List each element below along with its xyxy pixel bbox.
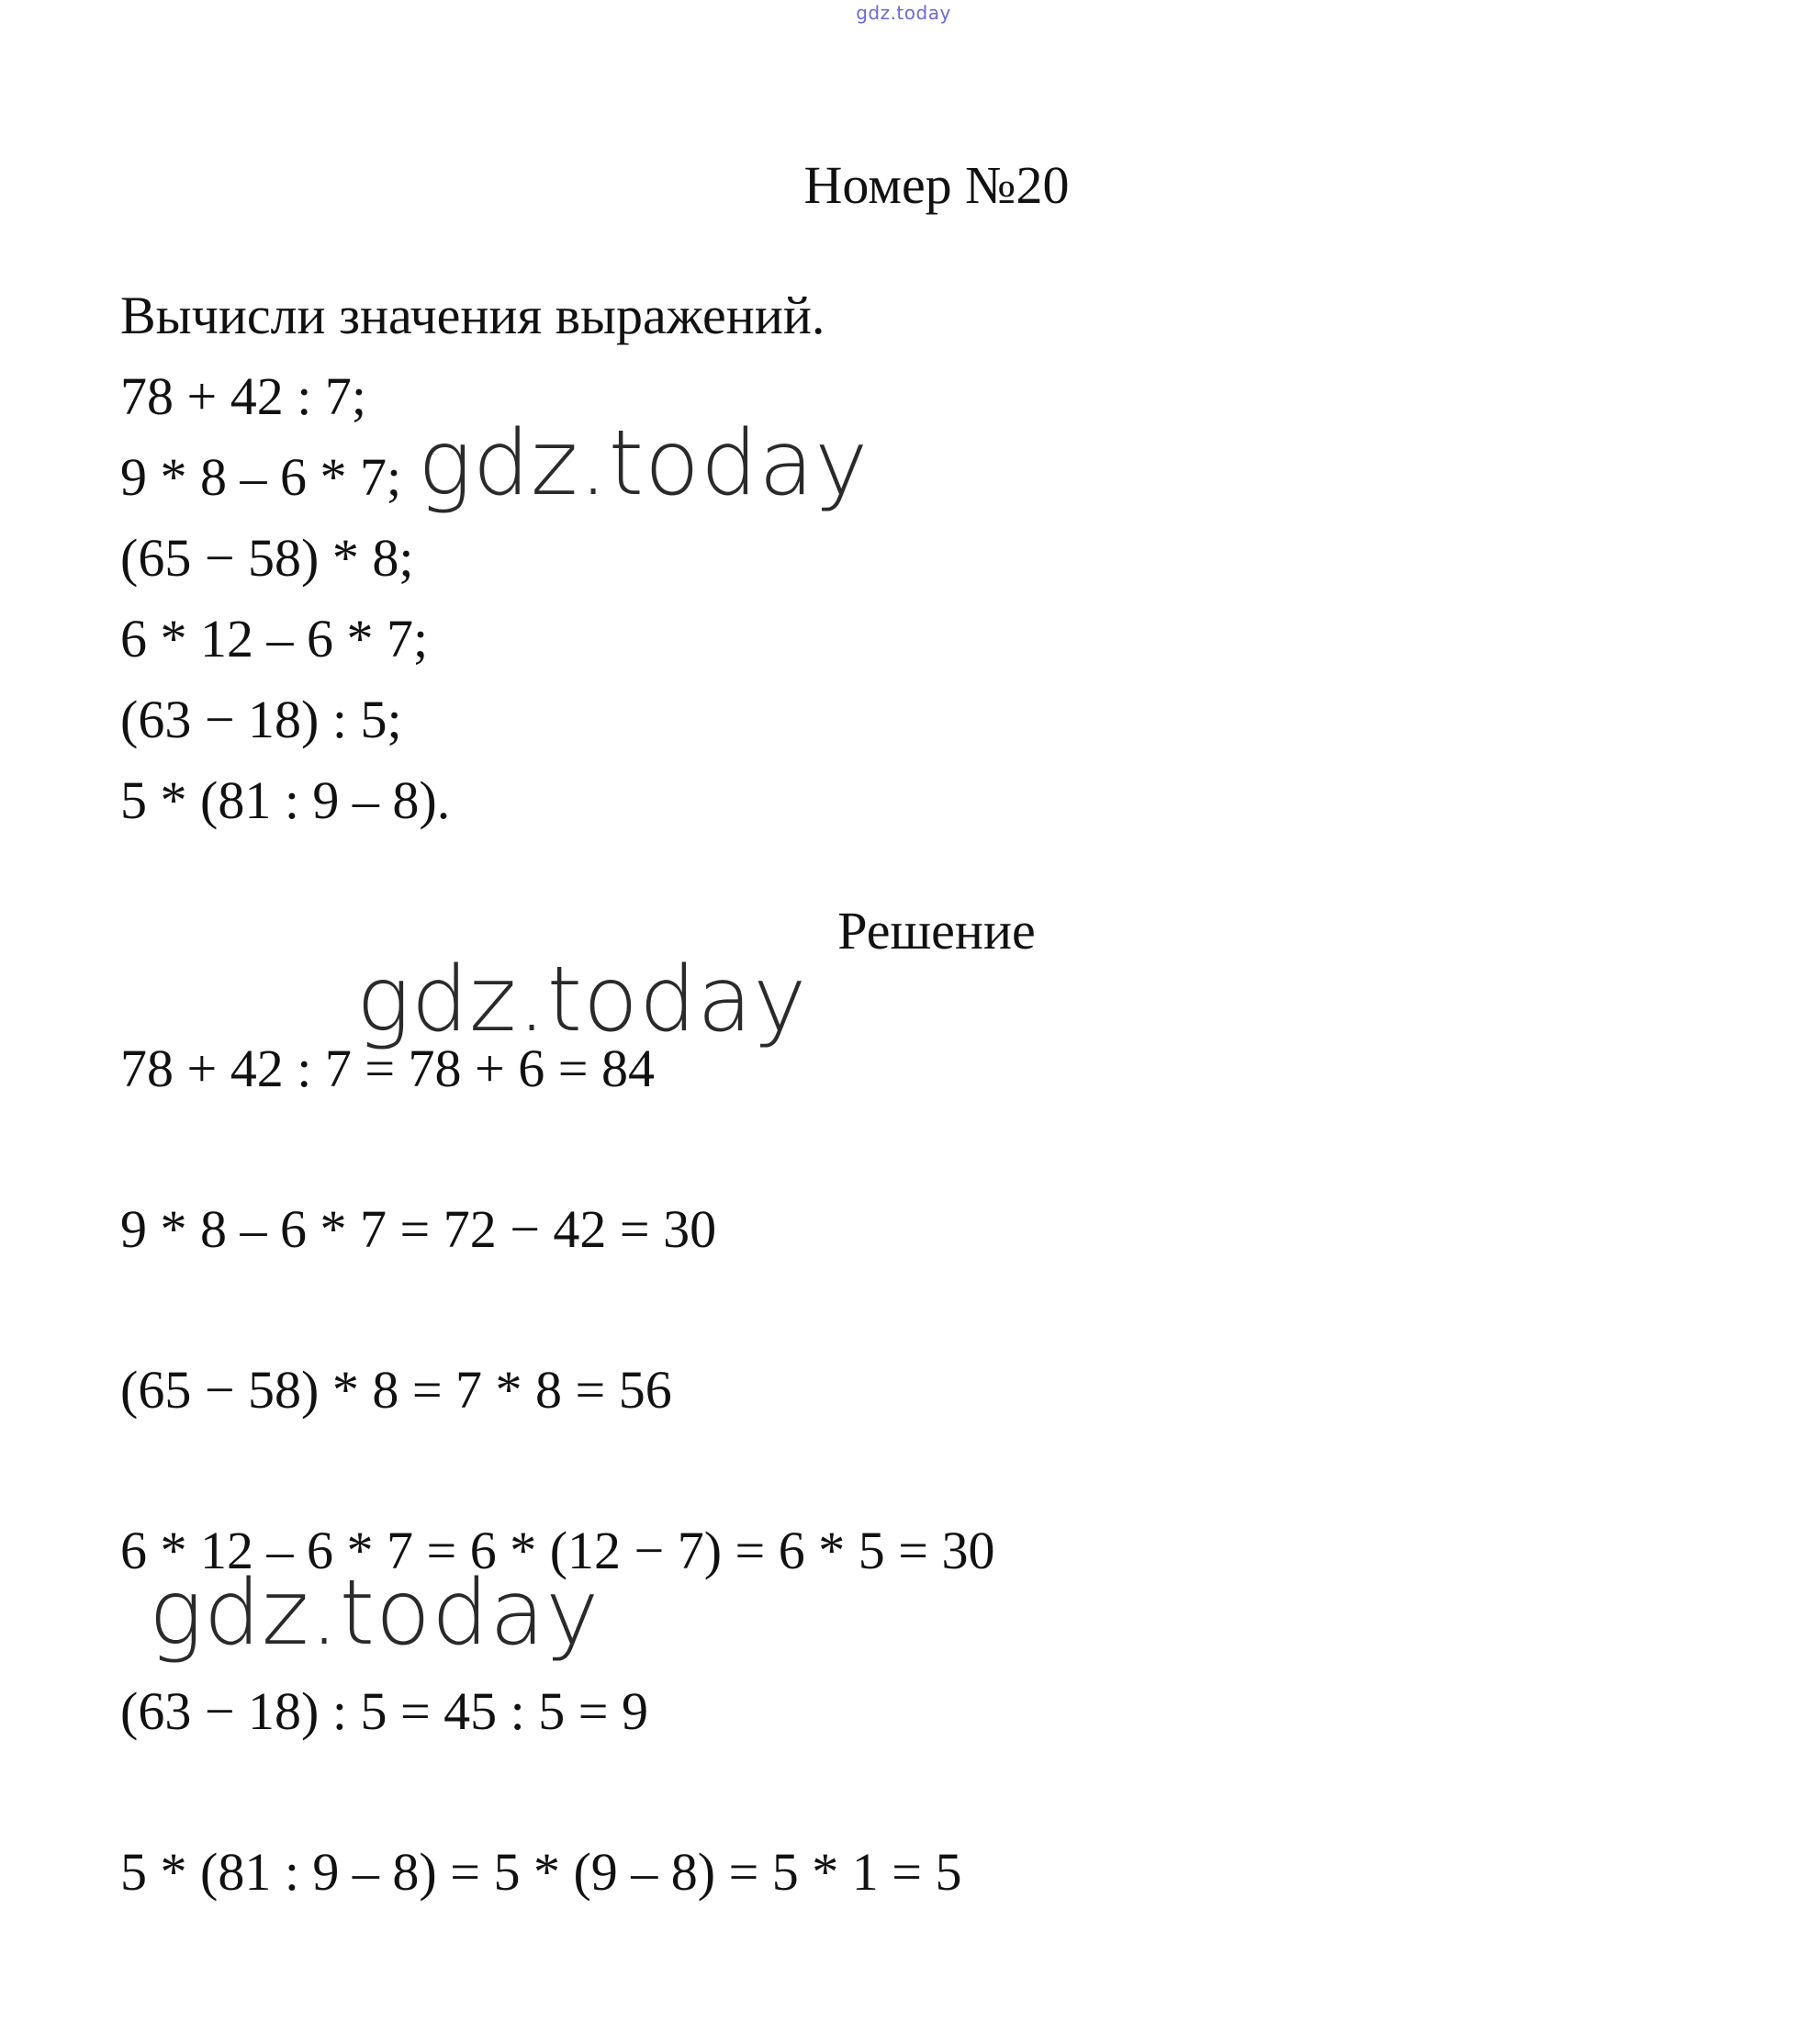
solution-line: 9 * 8 – 6 * 7 = 72 − 42 = 30 bbox=[120, 1199, 717, 1259]
task-expression: 78 + 42 : 7; bbox=[120, 366, 366, 426]
page-title: Номер №20 bbox=[803, 155, 1070, 215]
task-instruction: Вычисли значения выражений. bbox=[120, 286, 825, 345]
watermark: gdz.today bbox=[418, 411, 870, 516]
task-expression: 9 * 8 – 6 * 7; bbox=[120, 447, 402, 507]
task-expression: (65 − 58) * 8; bbox=[120, 528, 414, 588]
solution-line: 5 * (81 : 9 – 8) = 5 * (9 – 8) = 5 * 1 = 5 bbox=[120, 1842, 962, 1902]
watermark: gdz.today bbox=[149, 1561, 600, 1666]
task-expression: 6 * 12 – 6 * 7; bbox=[120, 609, 429, 668]
watermark: gdz.today bbox=[356, 948, 808, 1052]
solution-heading: Решение bbox=[837, 901, 1036, 960]
solution-line: 6 * 12 – 6 * 7 = 6 * (12 − 7) = 6 * 5 = 30 bbox=[120, 1521, 995, 1580]
solution-line: 78 + 42 : 7 = 78 + 6 = 84 bbox=[120, 1039, 655, 1098]
solution-line: (63 − 18) : 5 = 45 : 5 = 9 bbox=[120, 1681, 648, 1741]
task-expression: (63 − 18) : 5; bbox=[120, 690, 402, 749]
solution-line: (65 − 58) * 8 = 7 * 8 = 56 bbox=[120, 1360, 672, 1420]
top-watermark: gdz.today bbox=[856, 2, 951, 24]
task-expression: 5 * (81 : 9 – 8). bbox=[120, 770, 451, 830]
